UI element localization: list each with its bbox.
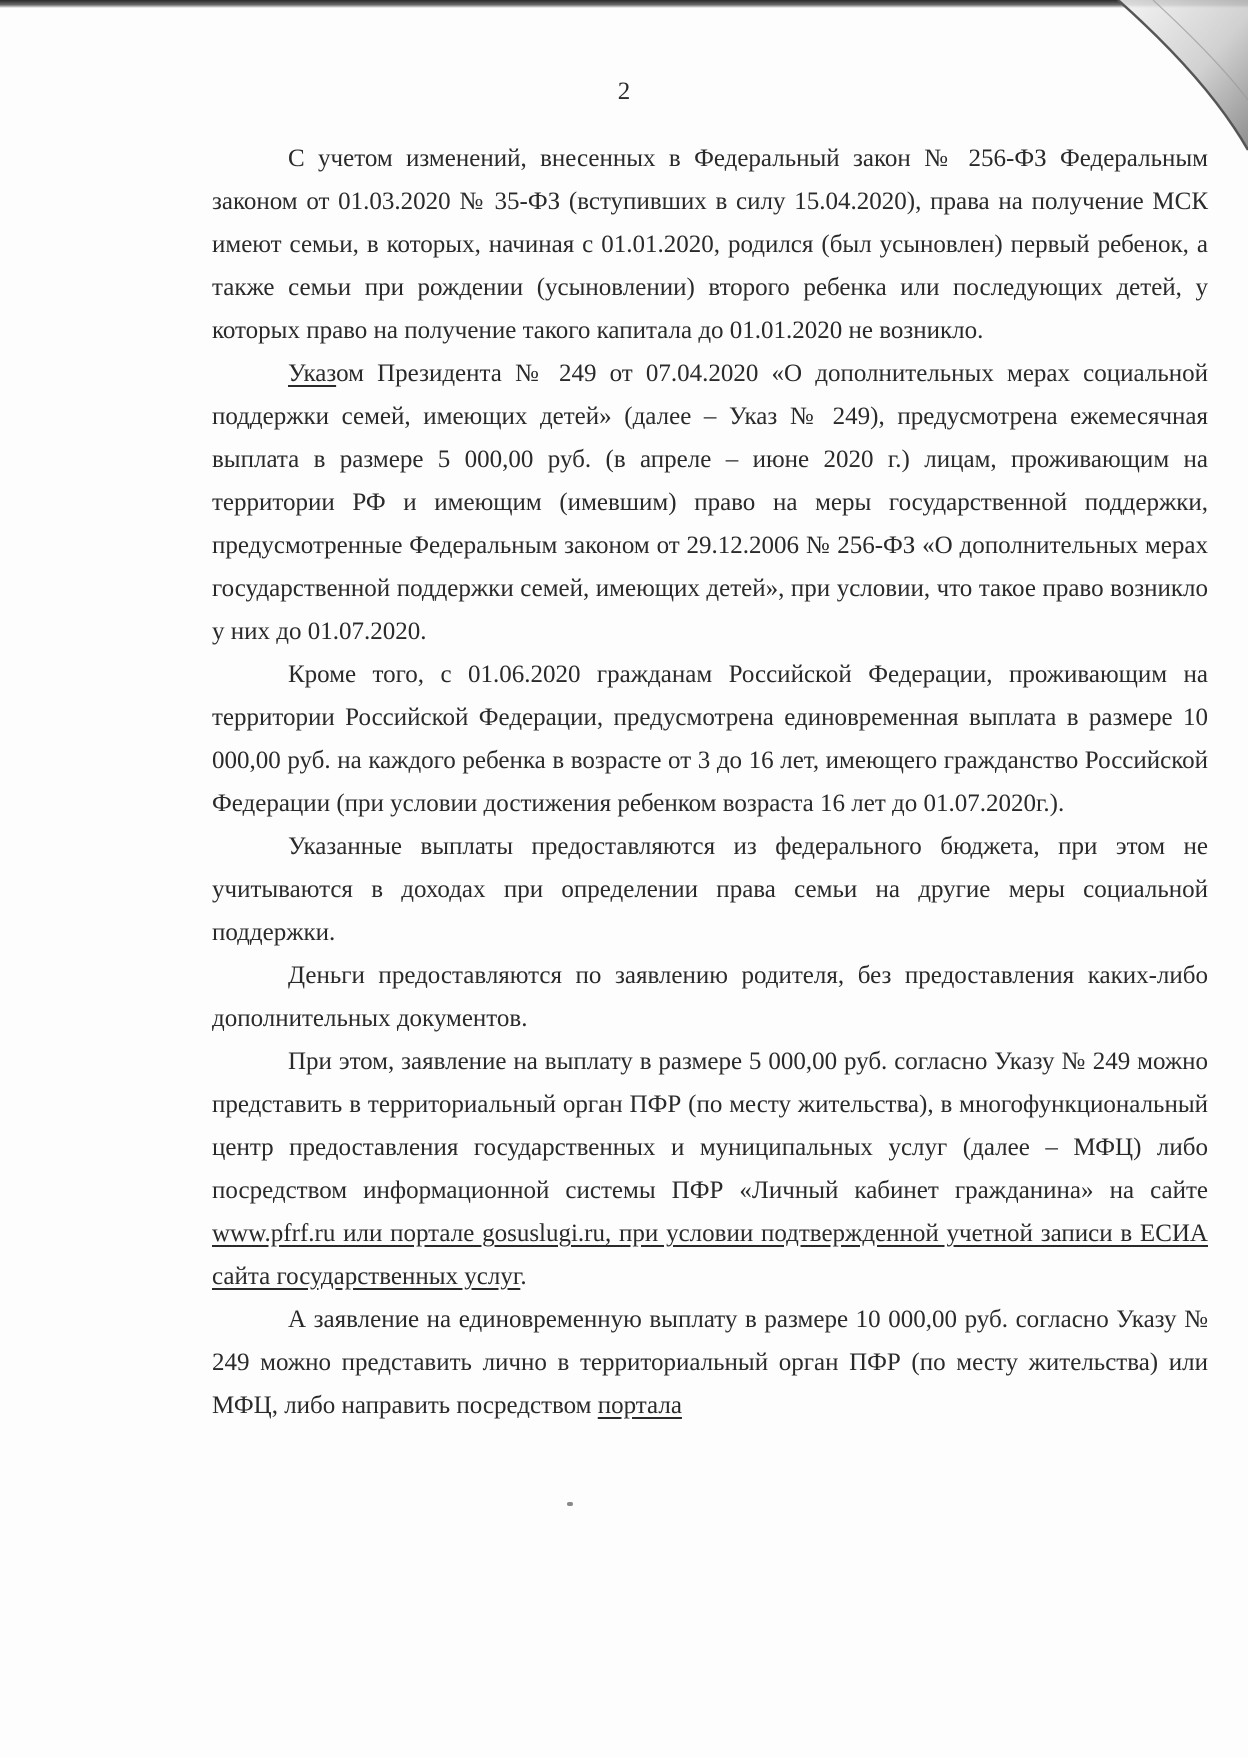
paragraph (212, 653, 1208, 825)
paragraph-text: Кроме того, с 01.06.2020 гражданам Российской Федерации, проживающим на территории Российской Федерации, предусмотрена единовременная выплата в размере 10 000,00 руб. на каждого ребенка в возрасте от 3 до 16 лет, имеющего гражданство Российской Федерации (при условии достижения ребенком возраста 16 лет до 01.07.2020г.). (212, 661, 1208, 817)
paragraph (212, 1298, 1208, 1427)
paragraph-text: А заявление на единовременную выплату в размере 10 000,00 руб. согласно Указу № 249 можно представить лично в территориальный орган ПФР (по месту жительства) или МФЦ, либо направить посредством (212, 1306, 1208, 1419)
paragraph-text: . (520, 1263, 527, 1290)
underlined-text: www.pfrf.ru или портале gosuslugi.ru, при условии подтвержденной учетной записи в ЕСИА сайта государственных услуг (212, 1220, 1208, 1290)
paragraph-text: Деньги предоставляются по заявлению родителя, без предоставления каких-либо дополнительных документов. (212, 962, 1208, 1032)
paragraph-text: Указанные выплаты предоставляются из федерального бюджета, при этом не учитываются в доходах при определении права семьи на другие меры социальной поддержки. (212, 833, 1208, 946)
paragraph (212, 954, 1208, 1040)
paragraph-text: С учетом изменений, внесенных в Федеральный закон № 256-ФЗ Федеральным законом от 01.03.2020 № 35-ФЗ (вступивших в силу 15.04.2020), права на получение МСК имеют семьи, в которых, начиная с 01.01.2020, родился (был усыновлен) первый ребенок, а также семьи при рождении (усыновлении) второго ребенка или последующих детей, у которых право на получение такого капитала до 01.01.2020 не возникло. (212, 145, 1208, 344)
scan-speck (567, 1502, 573, 1506)
paragraph-text: При этом, заявление на выплату в размере 5 000,00 руб. согласно Указу № 249 можно представить в территориальный орган ПФР (по месту жительства), в многофункциональный центр предоставления государственных и муниципальных услуг (далее – МФЦ) либо посредством информационной системы ПФР «Личный кабинет гражданина» на сайте (212, 1048, 1208, 1204)
underlined-text: портала (597, 1392, 682, 1419)
paragraph (212, 1040, 1208, 1298)
underlined-text: Указ (288, 360, 337, 387)
body-text (212, 137, 1208, 1427)
paragraph (212, 825, 1208, 954)
paragraph-text: ом Президента № 249 от 07.04.2020 «О дополнительных мерах социальной поддержки семей, имеющих детей» (далее – Указ № 249), предусмотрена ежемесячная выплата в размере 5 000,00 руб. (в апреле – июне 2020 г.) лицам, проживающим на территории РФ и имеющим (имевшим) право на меры государственной поддержки, предусмотренные Федеральным законом от 29.12.2006 № 256-ФЗ «О дополнительных мерах государственной поддержки семей, имеющих детей», при условии, что такое право возникло у них до 01.07.2020. (212, 360, 1208, 645)
paragraph (212, 352, 1208, 653)
paragraph (212, 137, 1208, 352)
page-number: 2 (617, 78, 631, 105)
